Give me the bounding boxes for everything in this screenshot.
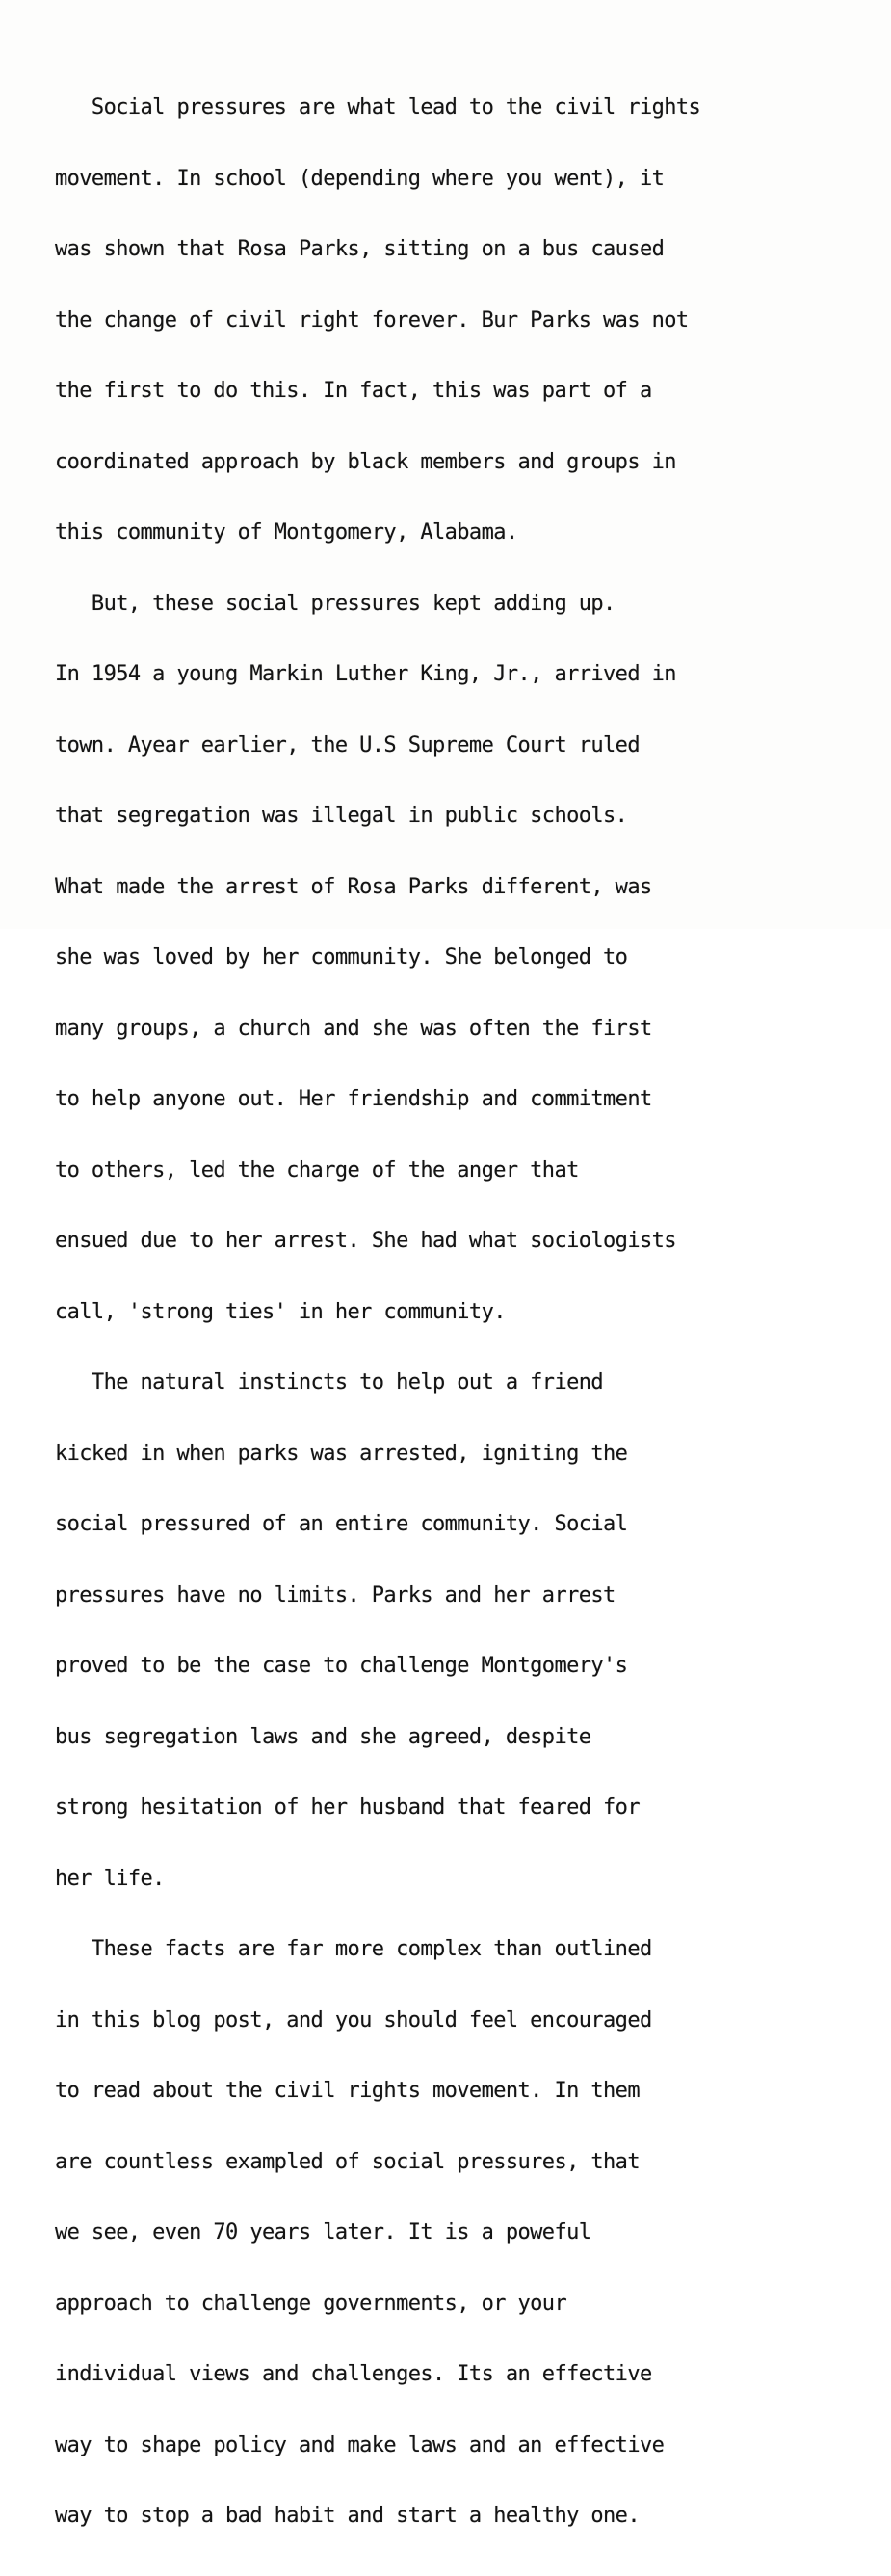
text-line: pressures have no limits. Parks and her arrest [55, 1582, 616, 1607]
text-line: her life. [55, 1866, 165, 1891]
text-line: proved to be the case to challenge Montgomery's [55, 1654, 628, 1678]
text-line: What made the arrest of Rosa Parks different, was [55, 874, 652, 899]
text-line: this community of Montgomery, Alabama. [55, 520, 518, 544]
text-line: the first to do this. In fact, this was part of a [55, 379, 652, 403]
text-line: But, these social pressures kept adding up. [55, 591, 616, 616]
text-line: the change of civil right forever. Bur Parks was not [55, 307, 689, 332]
text-line: bus segregation laws and she agreed, despite [55, 1724, 591, 1749]
text-line: social pressured of an entire community. Social [55, 1512, 628, 1536]
text-line: to others, led the charge of the anger that [55, 1157, 579, 1182]
text-line: kicked in when parks was arrested, igniting the [55, 1441, 628, 1466]
text-line: are countless exampled of social pressures, that [55, 2149, 640, 2174]
text-line: was shown that Rosa Parks, sitting on a bus caused [55, 237, 665, 261]
text-line: call, 'strong ties' in her community. [55, 1299, 506, 1324]
text-line: to read about the civil rights movement. In them [55, 2079, 640, 2103]
text-line: that segregation was illegal in public schools. [55, 804, 628, 828]
text-line: many groups, a church and she was often the first [55, 1016, 652, 1041]
text-line: we see, even 70 years later. It is a poweful [55, 2220, 591, 2244]
text-line: The natural instincts to help out a friend [55, 1370, 604, 1394]
text-line: to help anyone out. Her friendship and commitment [55, 1087, 652, 1111]
text-line: coordinated approach by black members and groups in [55, 449, 676, 474]
text-line: In 1954 a young Markin Luther King, Jr., arrived in [55, 662, 676, 686]
typewritten-text-block [55, 49, 854, 2576]
text-line: town. Ayear earlier, the U.S Supreme Court ruled [55, 732, 640, 757]
text-line: way to stop a bad habit and start a healthy one. [55, 2504, 640, 2528]
text-line: approach to challenge governments, or your [55, 2291, 567, 2316]
text-line: These facts are far more complex than outlined [55, 1937, 652, 1961]
text-line: strong hesitation of her husband that feared for [55, 1795, 640, 1819]
text-line: Social pressures are what lead to the civil rights [55, 95, 701, 120]
text-line: in this blog post, and you should feel encouraged [55, 2007, 652, 2032]
text-line: ensued due to her arrest. She had what sociologists [55, 1229, 676, 1253]
text-line: movement. In school (depending where you went), it [55, 166, 665, 191]
text-line: she was loved by her community. She belonged to [55, 945, 628, 969]
text-line: individual views and challenges. Its an effective [55, 2362, 652, 2386]
text-line: way to shape policy and make laws and an effective [55, 2432, 665, 2457]
